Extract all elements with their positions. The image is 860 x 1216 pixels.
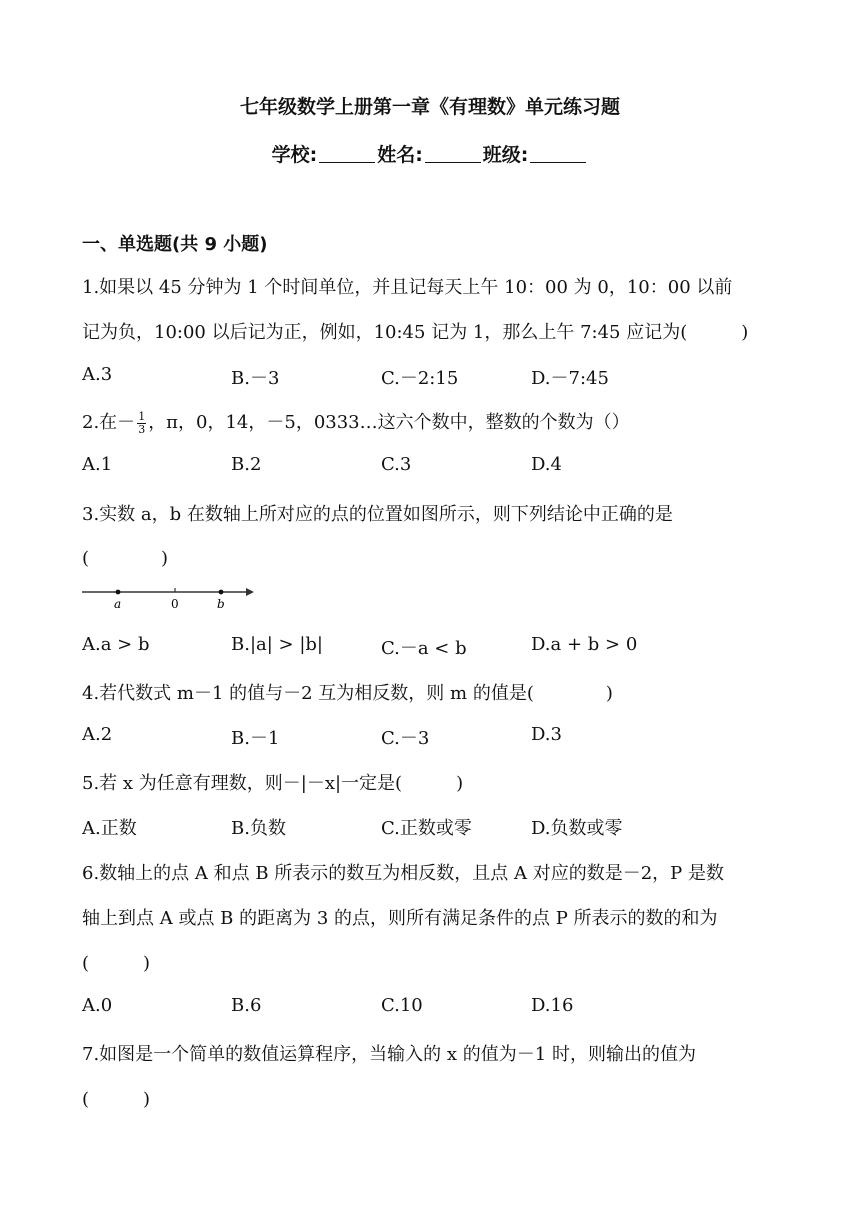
q2-suffix: ，π，0，14，－5，0333…这六个数中，整数的个数为（） (148, 412, 630, 433)
q5-line-1: 5.若 x 为任意有理数，则－|－x|一定是( ) (82, 773, 464, 794)
label-a: a (114, 597, 122, 611)
q6-line-2: 轴上到点 A 或点 B 的距离为 3 的点，则所有满足条件的点 P 所表示的数的和为 (82, 908, 718, 929)
point-a (116, 590, 121, 595)
q2-option-c: C.3 (381, 454, 412, 475)
label-zero: 0 (171, 597, 179, 611)
q3-line-2: ( ) (82, 548, 169, 569)
q4-option-a: A.2 (82, 724, 113, 745)
q5-option-a: A.正数 (82, 818, 137, 839)
name-blank (425, 144, 481, 163)
q4-option-d: D.3 (531, 724, 562, 745)
q6-line-1: 6.数轴上的点 A 和点 B 所表示的数互为相反数，且点 A 对应的数是－2，P 是数 (82, 863, 725, 884)
fraction (137, 411, 146, 436)
section-heading: 一、单选题(共 9 小题) (82, 234, 268, 255)
label-b: b (217, 597, 225, 611)
school-blank (319, 144, 375, 163)
q3-option-d: D.a + b > 0 (531, 634, 638, 655)
q2-option-d: D.4 (531, 454, 562, 475)
class-label: 班级: (482, 144, 529, 166)
q2-option-a: A.1 (82, 454, 113, 475)
q6-option-a: A.0 (82, 995, 113, 1016)
fraction-numerator: 1 (138, 409, 146, 423)
q5-option-d: D.负数或零 (531, 818, 623, 839)
q4-option-c: C.－3 (381, 728, 430, 749)
student-info-row (0, 140, 860, 167)
number-line-arrow-icon (246, 588, 254, 596)
q3-option-a: A.a > b (82, 634, 150, 655)
q1-option-a: A.3 (82, 364, 113, 385)
q1-option-d: D.－7:45 (531, 368, 609, 389)
q4-option-b: B.－1 (231, 728, 280, 749)
q6-option-b: B.6 (231, 995, 262, 1016)
q7-line-1: 7.如图是一个简单的数值运算程序，当输入的 x 的值为－1 时，则输出的值为 (82, 1044, 696, 1065)
point-b (219, 590, 224, 595)
q2-line-1 (82, 408, 630, 436)
class-blank (530, 144, 586, 163)
q1-option-b: B.－3 (231, 368, 280, 389)
q2-prefix: 2.在－ (82, 412, 136, 433)
q3-line-1: 3.实数 a，b 在数轴上所对应的点的位置如图所示，则下列结论中正确的是 (82, 504, 673, 525)
q1-line-2: 记为负，10:00 以后记为正，例如，10:45 记为 1，那么上午 7:45 应记为( ) (82, 322, 749, 343)
page-title: 七年级数学上册第一章《有理数》单元练习题 (239, 96, 620, 118)
name-label: 姓名: (377, 144, 423, 166)
q1-line-1: 1.如果以 45 分钟为 1 个时间单位，并且记每天上午 10：00 为 0，10：00 以前 (82, 277, 733, 298)
q6-option-c: C.10 (381, 995, 423, 1016)
q7-line-2: ( ) (82, 1089, 151, 1110)
q5-option-c: C.正数或零 (381, 818, 472, 839)
q3-option-c: C.－a < b (381, 638, 467, 659)
q2-option-b: B.2 (231, 454, 262, 475)
fraction-denominator: 3 (138, 422, 146, 436)
q6-line-3: ( ) (82, 953, 151, 974)
number-line-figure (82, 584, 262, 614)
q1-option-c: C.－2:15 (381, 368, 459, 389)
q5-option-b: B.负数 (231, 818, 286, 839)
q6-option-d: D.16 (531, 995, 574, 1016)
q3-option-b: B.|a| > |b| (231, 634, 323, 655)
q4-line-1: 4.若代数式 m－1 的值与－2 互为相反数，则 m 的值是( ) (82, 683, 613, 704)
school-label: 学校: (271, 144, 318, 166)
